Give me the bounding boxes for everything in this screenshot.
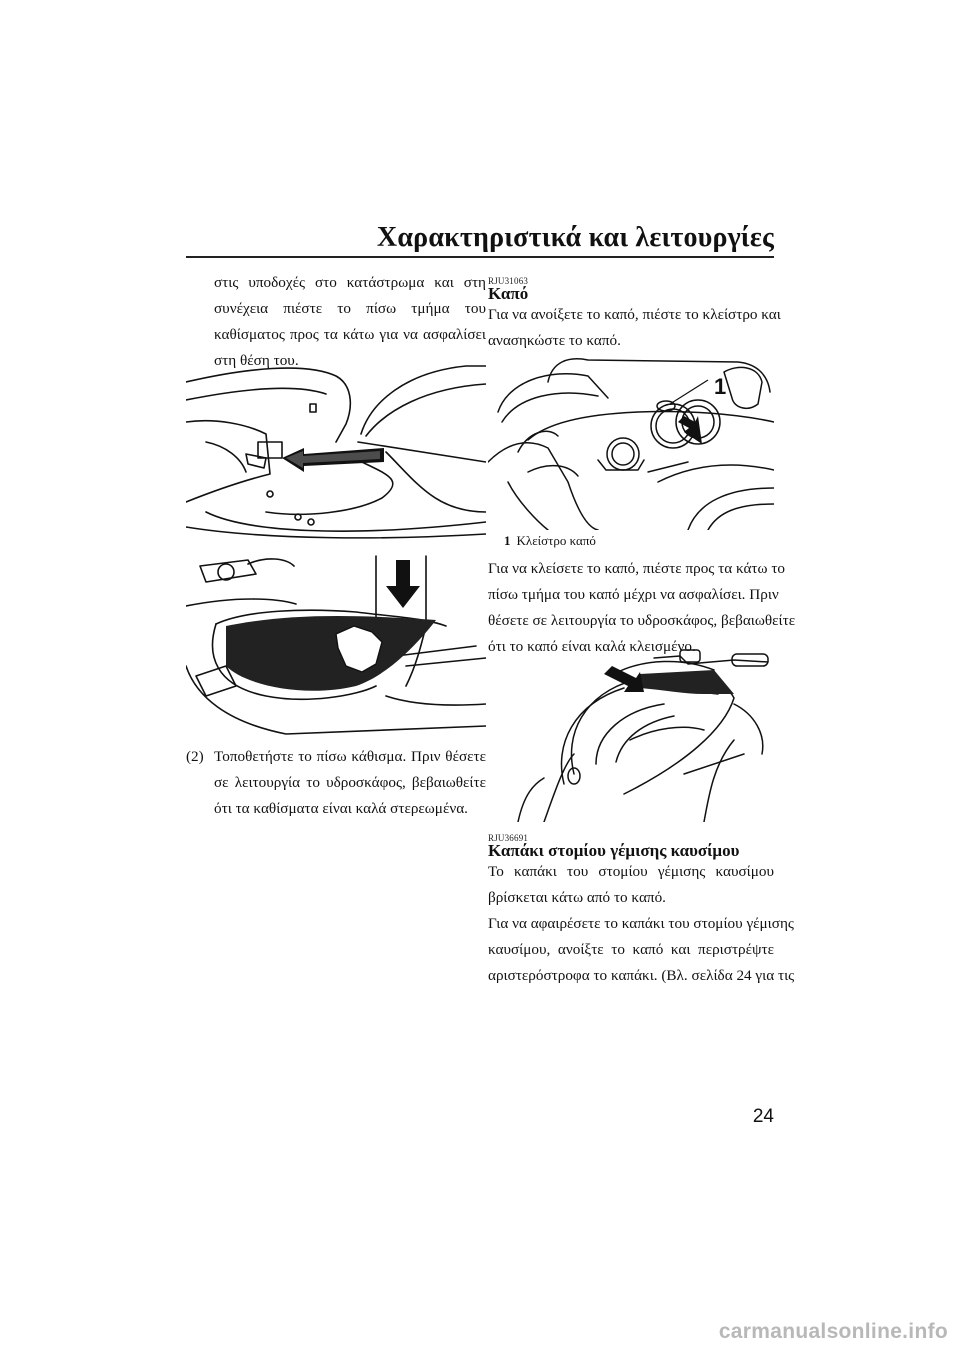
hood-close-line: πίσω τμήμα του καπό μέχρι να ασφαλίσει. Πριν [488,586,779,603]
hood-open-line: Για να ανοίξετε το καπό, πιέστε το κλείστρο και [488,306,781,323]
page-number: 24 [752,1106,774,1127]
intro-line: στις υποδοχές στο κατάστρωμα και στη [214,274,486,291]
page-header-title: Χαρακτηριστικά και λειτουργίες [376,222,774,253]
step-2 [186,744,486,822]
fuel-cap-line: αριστερόστροφα το καπάκι. (Βλ. σελίδα 24 για τις [488,967,795,984]
fuel-cap-line: Για να αφαιρέσετε το καπάκι του στομίου γέμισης [488,915,794,932]
hood-close-illustration [504,644,776,822]
hood-latch-illustration [488,352,774,530]
figure-caption [504,533,596,549]
figure-callout-1: 1 [714,374,727,399]
section-code: RJU36691 [488,833,529,843]
caption-text: Κλείστρο καπό [516,533,596,548]
intro-paragraph [214,270,486,374]
seat-latch-illustration [186,362,486,540]
step-2-number: (2) [186,748,204,765]
section-code: RJU31063 [488,276,529,286]
seat-press-illustration [186,546,486,742]
intro-line: καθίσματος προς τα κάτω για να ασφαλίσει [214,326,486,343]
step-2-line: σε λειτουργία το υδροσκάφος, βεβαιωθείτε [214,774,486,791]
fuel-cap-line: βρίσκεται κάτω από το καπό. [488,889,666,906]
hood-close-line: Για να κλείσετε το καπό, πιέστε προς τα κάτω το [488,560,786,577]
hood-open-line: ανασηκώστε το καπό. [488,332,621,349]
hood-close-line: ότι το καπό είναι καλά κλεισμένο. [488,638,696,655]
section-heading-fuel-cap: Καπάκι στομίου γέμισης καυσίμου [488,841,740,860]
caption-number: 1 [504,533,511,548]
step-2-line: Τοποθετήστε το πίσω κάθισμα. Πριν θέσετε [214,748,486,765]
fuel-cap-line: καυσίμου, ανοίξτε το καπό και περιστρέψτε [488,941,774,958]
watermark: carmanualsonline.info [718,1320,948,1343]
step-2-body [214,744,486,822]
fuel-cap-line: Το καπάκι του στομίου γέμισης καυσίμου [488,863,774,880]
hood-open-paragraph [488,302,781,354]
fuel-cap-paragraph [488,859,795,989]
step-2-line: ότι τα καθίσματα είναι καλά στερεωμένα. [214,800,468,817]
section-heading-hood: Καπό [488,284,529,303]
intro-line: στη θέση του. [214,352,299,369]
intro-line: συνέχεια πιέστε το πίσω τμήμα του [214,300,486,317]
header-rule [186,256,774,258]
hood-close-line: θέσετε σε λειτουργία το υδροσκάφος, βεβαιωθείτε [488,612,796,629]
